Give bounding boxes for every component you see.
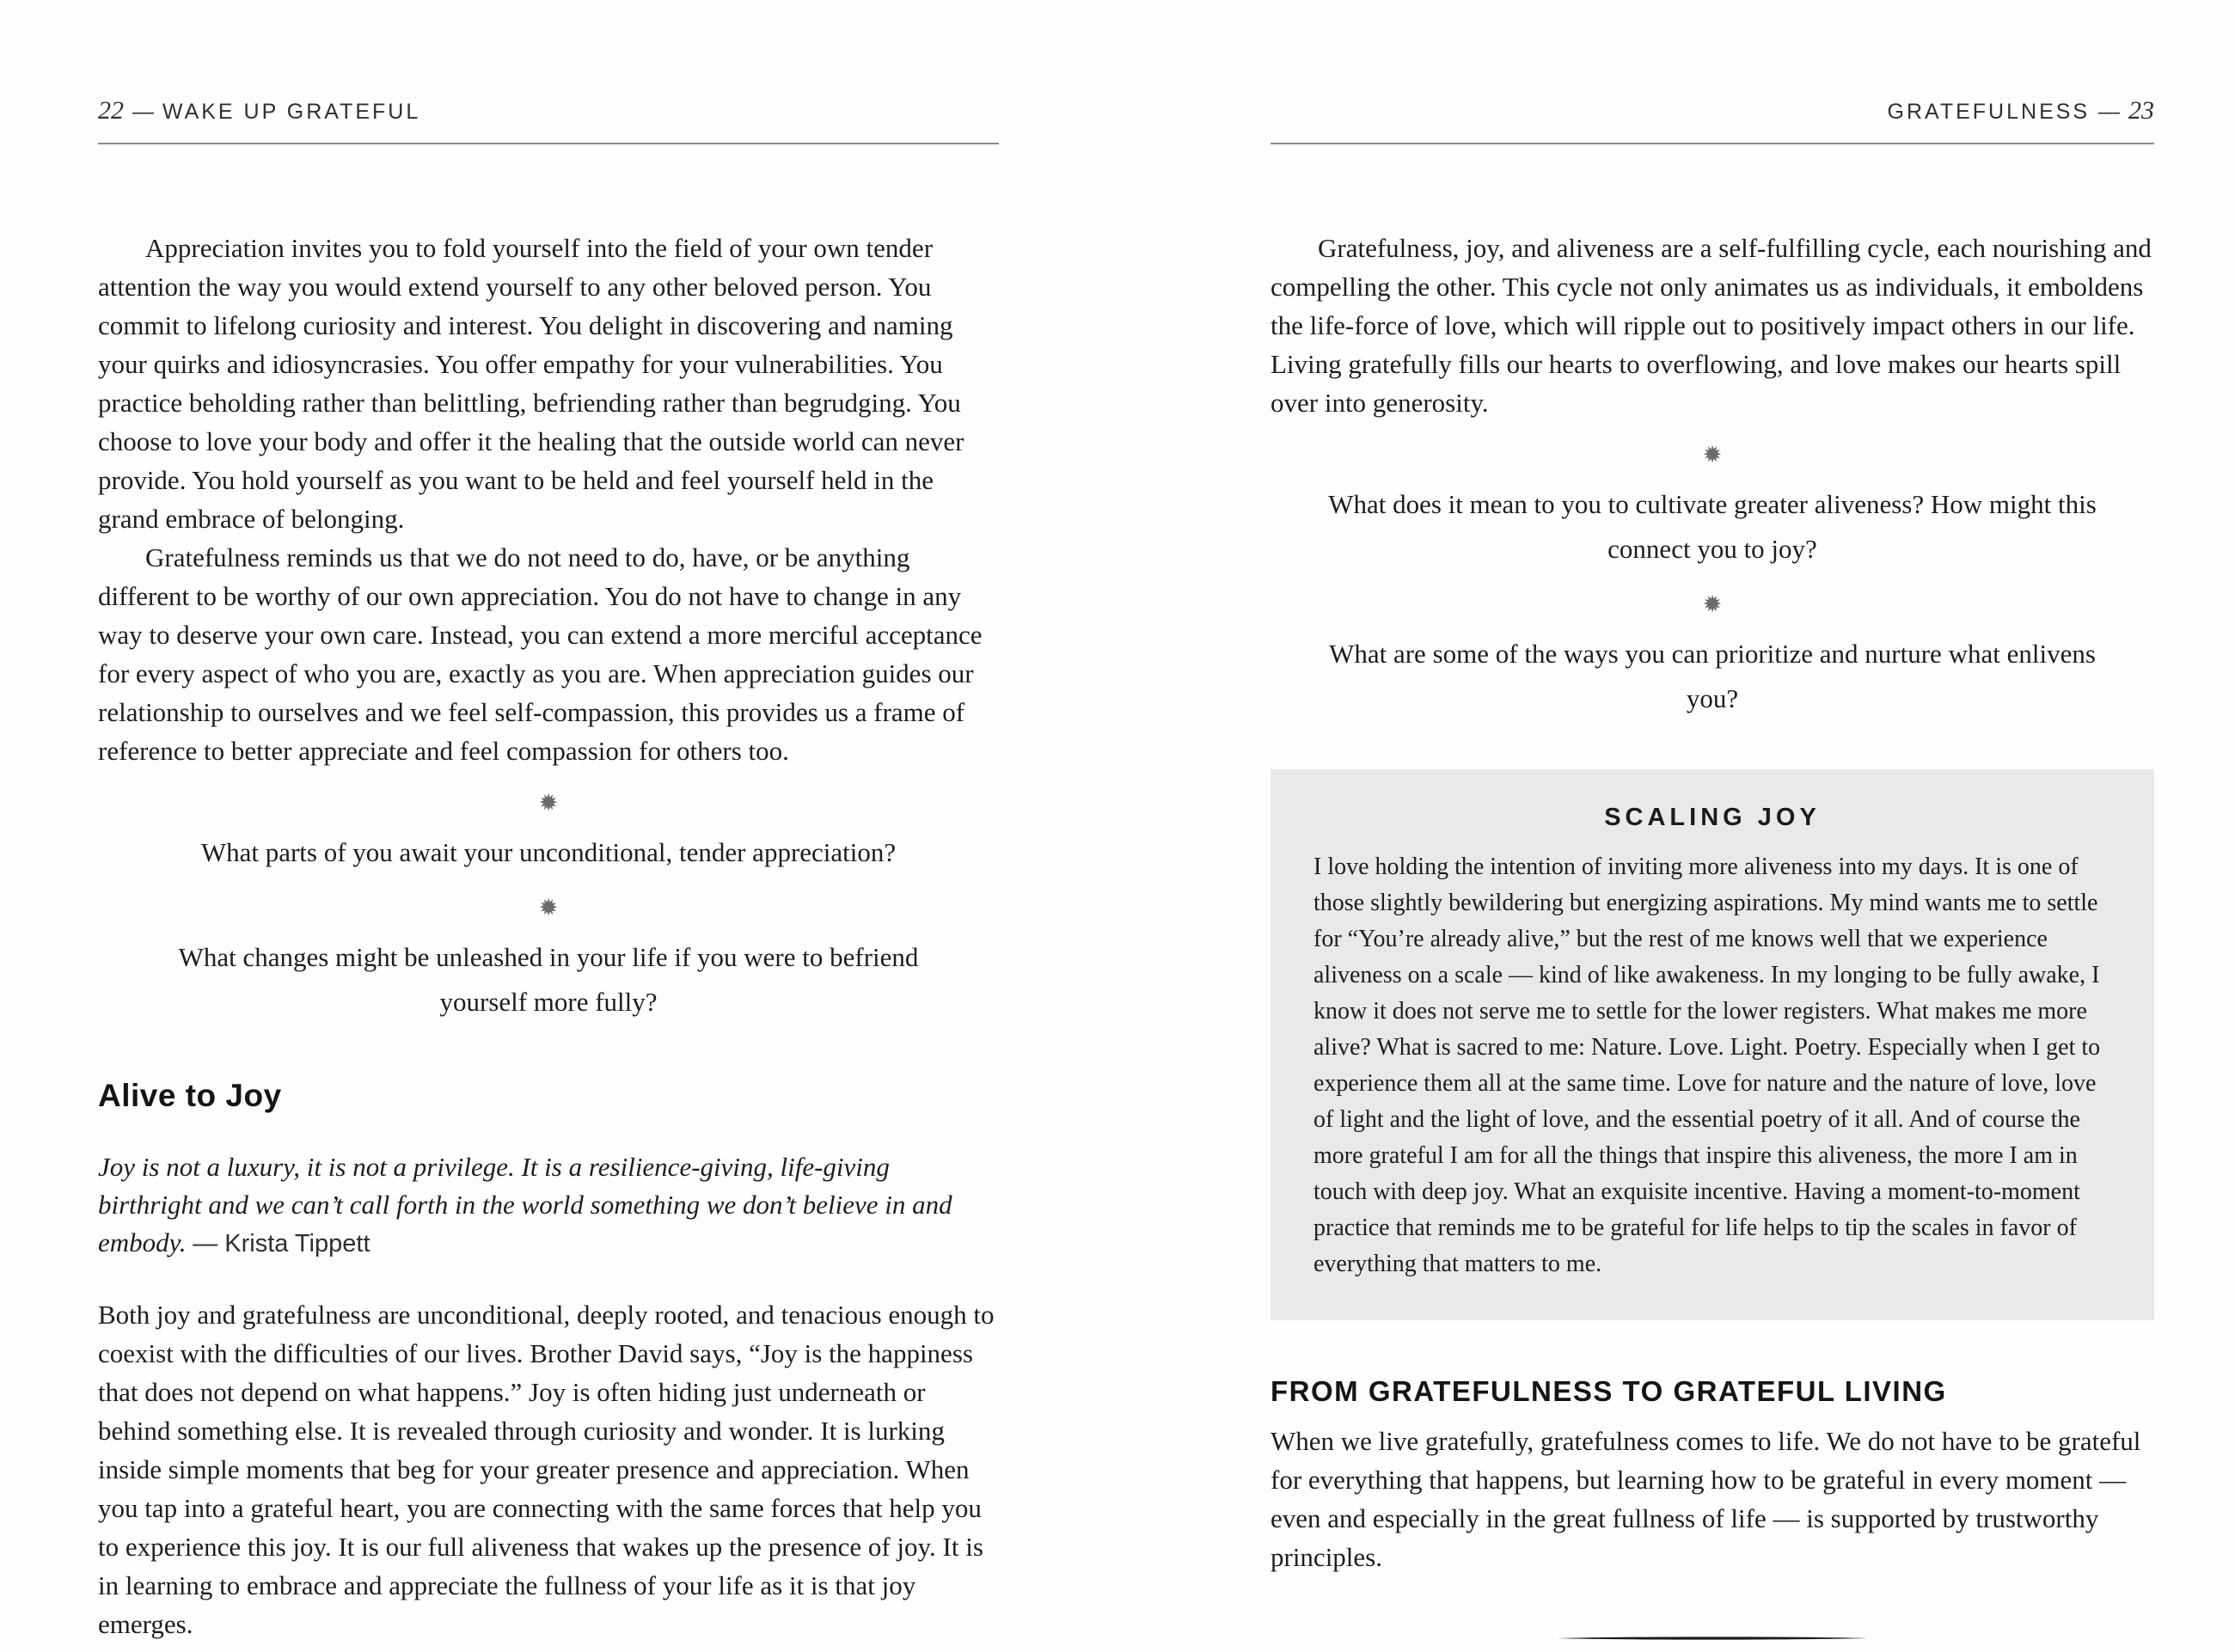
paragraph: Gratefulness, joy, and aliveness are a self-fulfilling cycle, each nourishing and compelling the other. This cycle not only animates us as individuals, it emboldens the life-force of love, which will ripple out to positively impact others in our life. Living gratefully fills our hearts to overflowing, and love makes our hearts spill over into generosity. <box>1271 233 2152 418</box>
paragraph: Both joy and gratefulness are unconditional, deeply rooted, and tenacious enough to coexist with the difficulties of our lives. Brother David says, “Joy is the happiness that does not depend on what happens.” Joy is often hiding just underneath or behind something else. It is revealed through curiosity and wonder. It is lurking inside simple moments that beg for your greater presence and appreciation. When you tap into a grateful heart, you are connecting with the same forces that help you to experience this joy. It is our full aliveness that wakes up the presence of joy. It is in learning to embrace and appreciate the fullness of your life as it is that joy emerges. <box>98 1300 995 1639</box>
callout-box <box>1271 769 2154 1320</box>
paragraph: When we live gratefully, gratefulness comes to life. We do not have to be grateful for everything that happens, but learning how to be grateful in every moment — even and especially in the great fullness of life — is supported by trustworthy principles. <box>1271 1426 2141 1572</box>
reflection-question: What parts of you await your unconditional, tender appreciation? <box>200 837 897 867</box>
starburst-ornament-icon: ✹ <box>1702 591 1723 618</box>
left-page-number: 22 <box>98 96 124 125</box>
quote-text: Joy is not a luxury, it is not a privilege. It is a resilience-giving, life-giving birthright and we can’t call forth in the world something we don’t believe in and embody. <box>98 1152 952 1257</box>
right-head-title: GRATEFULNESS <box>1887 100 2091 124</box>
left-head-dash: — <box>132 100 154 124</box>
right-head-rule <box>1271 143 2154 144</box>
left-running-head <box>98 96 999 125</box>
paragraph: Gratefulness reminds us that we do not need to do, have, or be anything different to be worthy of our own appreciation. You do not have to change in any way to deserve your own care. Instead, you can extend a more merciful acceptance for every aspect of who you are, exactly as you are. When appreciation guides our relationship to ourselves and we feel self-compassion, this provides us a frame of reference to better appreciate and feel compassion for others too. <box>98 542 983 766</box>
reflection-question: What changes might be unleashed in your life if you were to befriend yourself more fully? <box>178 942 919 1017</box>
section-heading: FROM GRATEFULNESS TO GRATEFUL LIVING <box>1271 1375 1947 1407</box>
left-head-title: WAKE UP GRATEFUL <box>162 100 421 124</box>
left-page <box>98 0 999 1643</box>
epigraph-quote <box>98 1148 999 1263</box>
right-page-number: 23 <box>2128 96 2154 125</box>
callout-body: I love holding the intention of inviting more aliveness into my days. It is one of those slightly bewildering but energizing aspirations. My mind wants me to settle for “You’re already alive,” but the rest of me knows well that we experience aliveness on a scale — kind of like awakeness. In my longing to be fully awake, I know it does not serve me to settle for the lower registers. What makes me more alive? What is sacred to me: Nature. Love. Light. Poetry. Especially when I get to experience them all at the same time. Love for nature and the nature of love, love of light and the light of love, and the essential poetry of it all. And of course the more grateful I am for all the things that inspire this aliveness, the more I am in touch with deep joy. What an exquisite incentive. Having a moment-to-moment practice that reminds me to be grateful for life helps to tip the scales in favor of everything that matters to me. <box>1313 854 2101 1277</box>
reflection-question: What are some of the ways you can prioritize and nurture what enlivens you? <box>1329 639 2096 713</box>
right-running-head <box>1271 96 2154 125</box>
section-heading: Alive to Joy <box>98 1078 282 1113</box>
quote-attribution: — Krista Tippett <box>193 1230 370 1257</box>
left-head-rule <box>98 143 999 144</box>
callout-title: SCALING JOY <box>1604 804 1821 831</box>
starburst-ornament-icon: ✹ <box>538 790 559 817</box>
section-divider <box>1271 1630 2154 1645</box>
paragraph: Appreciation invites you to fold yourself into the field of your own tender attention the way you would extend yourself to any other beloved person. You commit to lifelong curiosity and interest. You delight in discovering and naming your quirks and idiosyncrasies. You offer empathy for your vulnerabilities. You practice beholding rather than belittling, befriending rather than begrudging. You choose to love your body and offer it the healing that the outside world can never provide. You hold yourself as you want to be held and feel yourself held in the grand embrace of belonging. <box>98 233 964 534</box>
reflection-question: What does it mean to you to cultivate greater aliveness? How might this connect you to joy? <box>1328 489 2097 564</box>
tapered-rule-icon <box>1558 1636 1867 1641</box>
right-head-dash: — <box>2098 100 2121 124</box>
starburst-ornament-icon: ✹ <box>1702 442 1723 468</box>
right-page <box>1271 0 2154 1645</box>
starburst-ornament-icon: ✹ <box>538 895 559 921</box>
